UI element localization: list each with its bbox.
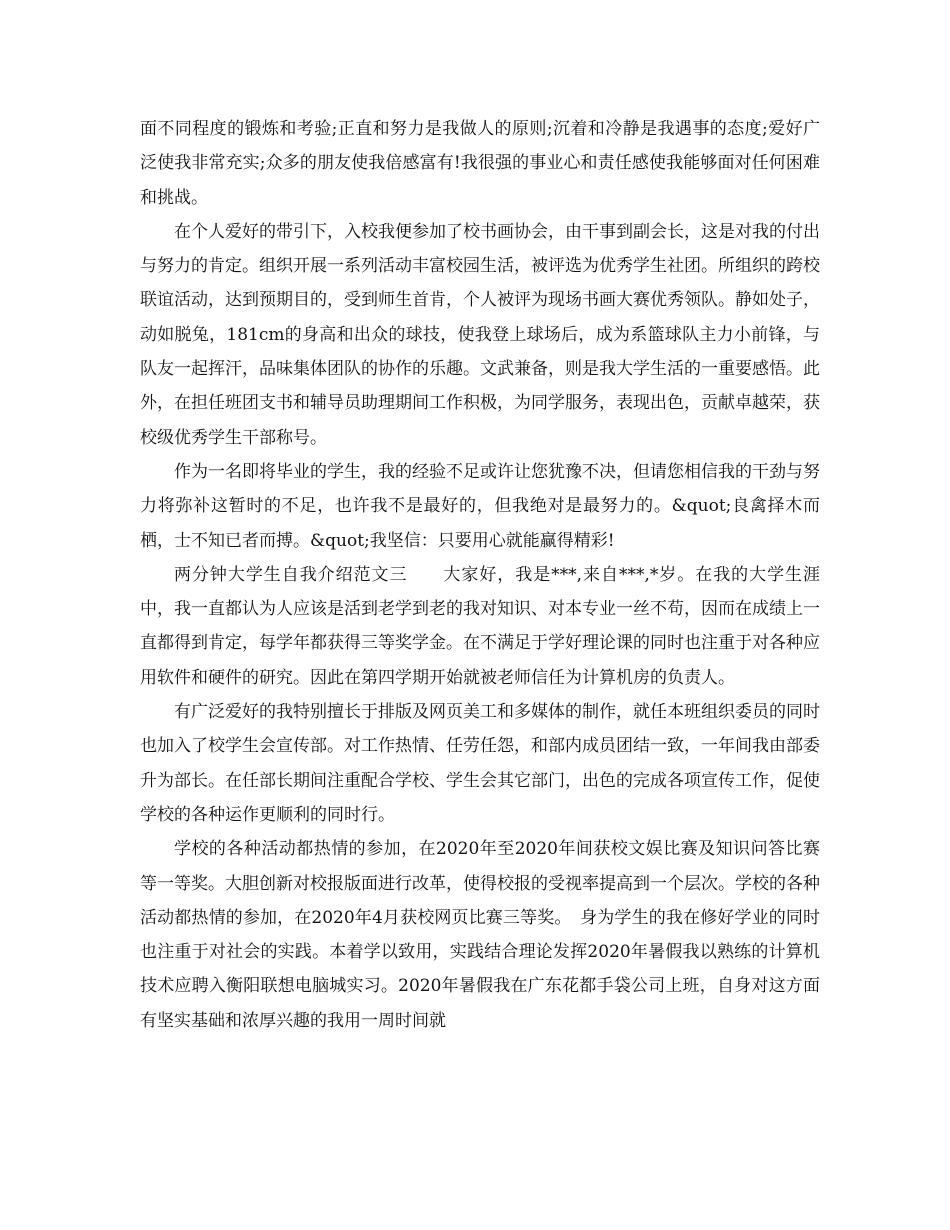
document-page: [140, 112, 820, 1038]
paragraph-calligraphy-association: 在个人爱好的带引下，入校我便参加了校书画协会，由干事到副会长，这是对我的付出与努力的肯定。组织开展一系列活动丰富校园生活，被评选为优秀学生社团。所组织的跨校联谊活动，达到预期目的，受到师生首肯，个人被评为现场书画大赛优秀领队。静如处子，动如脱兔，181cm的身高和出众的球技，使我登上球场后，成为系篮球队主力小前锋，与队友一起挥汗，品味集体团队的协作的乐趣。文武兼备，则是我大学生活的一重要感悟。此外，在担任班团支书和辅导员助理期间工作积极，为同学服务，表现出色，贡献卓越荣，获校级优秀学生干部称号。: [140, 221, 820, 448]
paragraph-propaganda-department: 有广泛爱好的我特别擅长于排版及网页美工和多媒体的制作，就任本班组织委员的同时也加入了校学生会宣传部。对工作热情、任劳任怨，和部内成员团结一致，一年间我由部委升为部长。在任部长期间注重配合学校、学生会其它部门，出色的完成各项宣传工作，促使学校的各种运作更顺利的同时行。: [140, 702, 820, 825]
paragraph-sample-three-intro: 两分钟大学生自我介绍范文三 大家好，我是***,来自***,*岁。在我的大学生涯中，我一直都认为人应该是活到老学到老的我对知识、对本专业一丝不苟，因而在成绩上一直都得到肯定，每学年都获得三等奖学金。在不满足于学好理论课的同时也注重于对各种应用软件和硬件的研究。因此在第四学期开始就被老师信任为计算机房的负责人。: [140, 564, 820, 688]
paragraph-continuation: 面不同程度的锻炼和考验;正直和努力是我做人的原则;沉着和冷静是我遇事的态度;爱好广泛使我非常充实;众多的朋友使我倍感富有!我很强的事业心和责任感使我能够面对任何困难和挑战。: [140, 119, 820, 208]
paragraph-graduating-student: 作为一名即将毕业的学生，我的经验不足或许让您犹豫不决，但请您相信我的干劲与努力将弥补这暂时的不足，也许我不是最好的，但我绝对是最努力的。&quot;良禽择木而栖，士不知已者而搏。&quot;我坚信：只要用心就能赢得精彩!: [140, 461, 820, 551]
paragraph-activities-and-practice: 学校的各种活动都热情的参加，在2020年至2020年间获校文娱比赛及知识问答比赛等一等奖。大胆创新对校报版面进行改革，使得校报的受视率提高到一个层次。学校的各种活动都热情的参加，在2020年4月获校网页比赛三等奖。 身为学生的我在修好学业的同时也注重于对社会的实践。本着学以致用，实践结合理论发挥2020年暑假我以熟练的计算机技术应聘入衡阳联想电脑城实习。2020年暑假我在广东花都手袋公司上班，自身对这方面有坚实基础和浓厚兴趣的我用一周时间就: [140, 839, 820, 1031]
